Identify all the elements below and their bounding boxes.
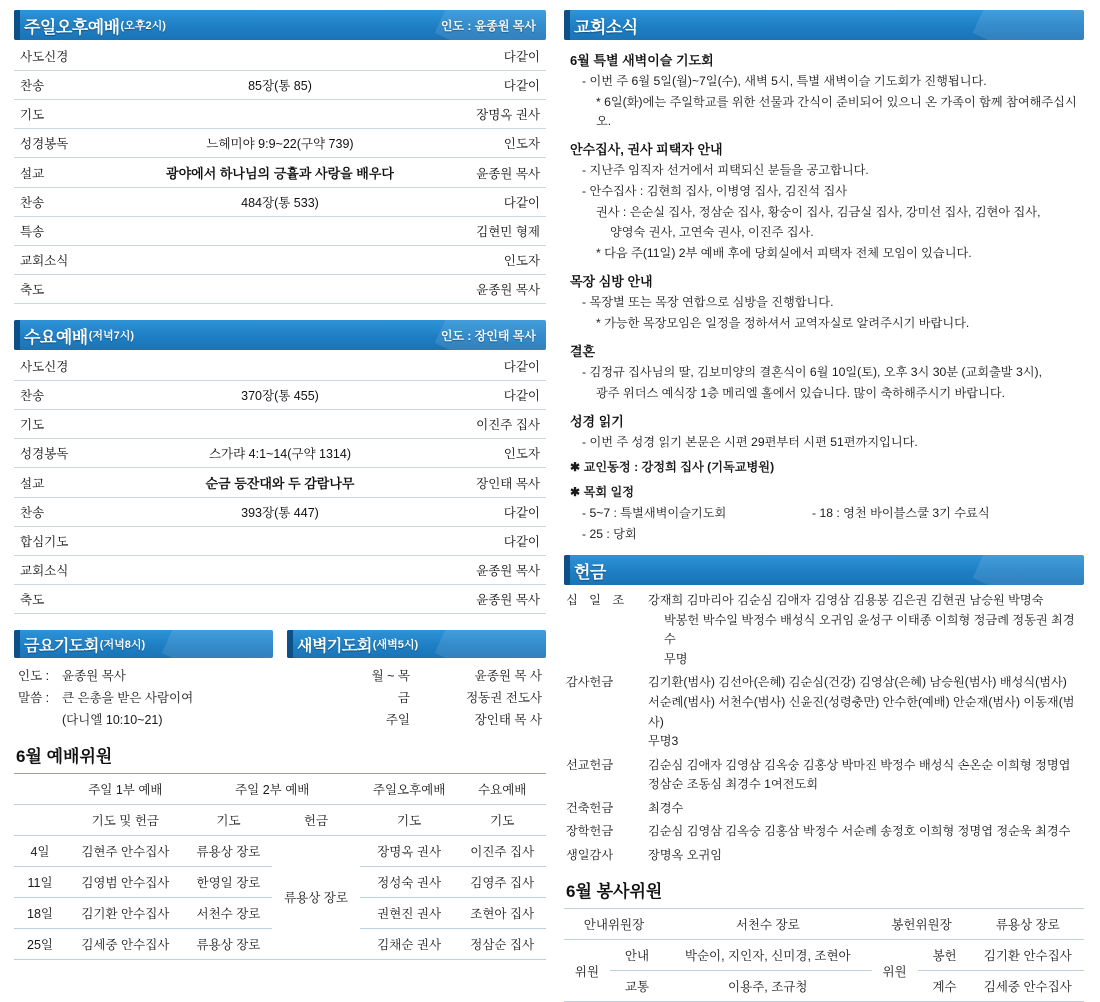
news-line: - 목장별 또는 목장 연합으로 심방을 진행합니다. — [582, 295, 834, 310]
order-label: 찬송 — [14, 188, 134, 217]
volunteer-committee-table — [564, 908, 1084, 1002]
offering-name-line: 김순심 김영삼 김옥숭 김홍삼 박정수 서순례 송정호 이희형 정명엽 정순욱 최경수 — [648, 824, 1071, 839]
news-bullet-member-update: ✱ 교인동정 : 강정희 집사 (기독교병원) — [570, 459, 775, 474]
cell-second-offering: 류용상 장로 — [272, 835, 360, 959]
spacer — [14, 614, 546, 630]
order-person: 다같이 — [426, 527, 546, 556]
order-label: 찬송 — [14, 498, 134, 527]
table-subheader-row — [14, 804, 546, 835]
order-detail — [134, 352, 426, 381]
header-accent-bar — [14, 320, 20, 350]
offering-name-line: 무명 — [664, 651, 688, 666]
cell-wednesday: 조현아 집사 — [458, 897, 546, 928]
order-person: 이진주 집사 — [426, 410, 546, 439]
table-row — [14, 439, 546, 468]
list-item — [291, 666, 542, 688]
table-row — [14, 275, 546, 304]
table-row — [564, 844, 1084, 868]
table-row — [14, 158, 546, 188]
header-accent-bar — [287, 630, 293, 658]
dawn-prayer-title: 새벽기도회 — [297, 637, 372, 655]
order-person: 윤종원 목사 — [426, 585, 546, 614]
row-date: 25일 — [14, 928, 66, 959]
order-detail — [134, 246, 426, 275]
offering-chief-label: 봉헌위원장 — [872, 909, 972, 940]
list-item — [18, 710, 269, 732]
table-row — [14, 71, 546, 100]
table-row — [14, 468, 546, 498]
cell-second-prayer: 류용상 장로 — [185, 835, 273, 866]
order-label: 기도 — [14, 410, 134, 439]
offering-members: 김세중 안수집사 — [972, 971, 1084, 1002]
order-detail: 광야에서 하나님의 긍휼과 사랑을 배우다 — [134, 158, 426, 188]
col-header-wednesday-service: 수요예배 — [458, 773, 546, 804]
friday-prayer-value: 윤종원 목사 — [62, 669, 126, 683]
offering-label: 감사헌금 — [566, 675, 614, 690]
subcol-prayer-afternoon: 기도 — [360, 804, 459, 835]
offering-group-label: 위원 — [872, 940, 918, 1002]
church-news-body — [564, 40, 1084, 543]
offering-names — [646, 797, 1084, 821]
order-label: 합심기도 — [14, 527, 134, 556]
offering-names — [646, 844, 1084, 868]
worship-committee-table — [14, 773, 546, 960]
friday-prayer-value: (다니엘 10:10~21) — [62, 712, 163, 727]
friday-prayer-value: 큰 은총을 받은 사람이여 — [62, 690, 194, 705]
offering-names — [646, 589, 1084, 671]
guide-subgroup-label: 안내 — [610, 940, 664, 971]
order-detail: 393장(통 447) — [134, 498, 426, 527]
order-label: 사도신경 — [14, 352, 134, 381]
order-label: 축도 — [14, 275, 134, 304]
subcol-prayer: 기도 — [185, 804, 273, 835]
list-item — [18, 688, 269, 710]
friday-prayer-key — [18, 710, 62, 732]
order-label: 기도 — [14, 100, 134, 129]
offering-names — [646, 671, 1084, 753]
cell-second-prayer: 한영일 장로 — [185, 866, 273, 897]
subcol-offering: 헌금 — [272, 804, 360, 835]
news-line: - 이번 주 6월 5일(월)~7일(수), 새벽 5시, 특별 새벽이슬 기도회가 진행됩니다. — [582, 74, 987, 88]
order-detail: 484장(통 533) — [134, 188, 426, 217]
cell-first-service: 김현주 안수집사 — [66, 835, 185, 866]
offering-name-line: 최경수 — [648, 800, 684, 815]
order-person: 김현민 형제 — [426, 217, 546, 246]
offering-title: 헌금 — [574, 562, 606, 582]
offering-name-line: 서순례(범사) 서천수(범사) 신윤진(성령충만) 안수한(예배) 안순재(범사) 이동재(범사) — [648, 694, 1075, 729]
order-detail: 느헤미야 9:9~22(구약 739) — [134, 129, 426, 158]
news-line: 광주 위더스 예식장 1층 메리엘 홀에서 있습니다. 많이 축하해주시기 바랍니다. — [596, 385, 1005, 400]
order-label: 찬송 — [14, 71, 134, 100]
table-row — [564, 754, 1084, 797]
order-person: 다같이 — [426, 498, 546, 527]
subcol-prayer-offering: 기도 및 헌금 — [66, 804, 185, 835]
order-detail — [134, 217, 426, 246]
cell-second-prayer: 서천수 장로 — [185, 897, 273, 928]
order-label: 교회소식 — [14, 246, 134, 275]
offering-name-line: 김기환(범사) 김선아(은혜) 김순심(건강) 김영삼(은혜) 남승원(범사) 배성식(범사) — [648, 675, 1067, 690]
dawn-prayer-key: 월 ~ 목 — [371, 669, 410, 683]
table-row — [564, 671, 1084, 753]
order-label: 설교 — [14, 468, 134, 498]
table-row — [564, 589, 1084, 671]
table-row — [564, 820, 1084, 844]
cell-afternoon: 장명옥 권사 — [360, 835, 459, 866]
offering-name-line: 정삼순 조동심 최경수 1여전도회 — [648, 777, 818, 792]
guide-members: 박순이, 지인자, 신미경, 조현아 — [664, 940, 872, 971]
left-column — [14, 10, 546, 952]
col-header-second-service: 주일 2부 예배 — [185, 773, 360, 804]
offering-label: 십 일 조 — [566, 593, 629, 608]
news-heading: 안수집사, 권사 피택자 안내 — [570, 141, 723, 157]
header-accent-bar — [564, 555, 570, 585]
subcol-blank — [14, 804, 66, 835]
section-header-sunday-afternoon — [14, 10, 546, 40]
table-row — [14, 585, 546, 614]
order-label: 사도신경 — [14, 42, 134, 71]
cell-afternoon: 정성숙 권사 — [360, 866, 459, 897]
order-detail — [134, 527, 426, 556]
table-row — [14, 410, 546, 439]
news-heading: 6월 특별 새벽이슬 기도회 — [570, 53, 714, 68]
table-header-row — [14, 773, 546, 804]
cell-first-service: 김영범 안수집사 — [66, 866, 185, 897]
volunteer-committee-heading: 6월 봉사위원 — [566, 882, 663, 902]
order-person: 다같이 — [426, 71, 546, 100]
news-line: - 이번 주 성경 읽기 본문은 시편 29편부터 시편 51편까지입니다. — [582, 434, 918, 449]
dawn-prayer-value: 정동권 전도사 — [466, 690, 542, 705]
order-label: 성경봉독 — [14, 129, 134, 158]
cell-second-prayer: 류용상 장로 — [185, 928, 273, 959]
order-detail — [134, 410, 426, 439]
order-detail — [134, 556, 426, 585]
news-line: - 안수집사 : 김현희 집사, 이병영 집사, 김진석 집사 — [582, 183, 847, 198]
order-person: 다같이 — [426, 352, 546, 381]
table-row — [564, 797, 1084, 821]
friday-prayer-block — [14, 630, 273, 732]
offering-name-line: 박봉헌 박수일 박정수 배성식 오귀임 윤성구 이태종 이희형 정금례 정동권 최경수 — [664, 612, 1075, 647]
order-person: 인도자 — [426, 439, 546, 468]
order-person: 다같이 — [426, 42, 546, 71]
order-label: 교회소식 — [14, 556, 134, 585]
header-accent-bar — [14, 630, 20, 658]
news-line: * 다음 주(11일) 2부 예배 후에 당회실에서 피택자 전체 모임이 있습니다. — [596, 246, 972, 261]
guide-members: 이용주, 조규청 — [664, 971, 872, 1002]
offering-name-line: 김순심 김애자 김영삼 김옥숭 김홍상 박마진 박정수 배성식 손온순 이희형 정명엽 — [648, 757, 1071, 772]
news-schedule-row: - 25 : 당회 — [582, 526, 637, 541]
header-accent-bar — [564, 10, 570, 40]
offering-label: 생일감사 — [566, 847, 614, 862]
friday-prayer-key: 말씀 : — [18, 690, 50, 705]
section-header-dawn-prayer — [287, 630, 546, 658]
order-detail: 순금 등잔대와 두 감람나무 — [134, 468, 426, 498]
table-row — [14, 188, 546, 217]
dawn-prayer-block — [287, 630, 546, 732]
order-person: 인도자 — [426, 246, 546, 275]
offering-name-line: 장명옥 오귀임 — [648, 847, 723, 862]
table-row — [14, 246, 546, 275]
dawn-prayer-value: 장인태 목 사 — [474, 712, 542, 727]
offering-names — [646, 820, 1084, 844]
spacer — [14, 304, 546, 320]
news-bullet-pastoral-schedule: ✱ 목회 일정 — [570, 484, 635, 499]
dawn-prayer-value: 윤종원 목 사 — [474, 669, 542, 683]
table-row — [14, 217, 546, 246]
cell-afternoon: 권현진 권사 — [360, 897, 459, 928]
offering-subgroup-label: 봉헌 — [918, 940, 972, 971]
order-detail — [134, 585, 426, 614]
order-label: 축도 — [14, 585, 134, 614]
order-detail: 370장(통 455) — [134, 381, 426, 410]
order-person: 인도자 — [426, 129, 546, 158]
table-row — [564, 971, 1084, 1002]
order-person: 윤종원 목사 — [426, 275, 546, 304]
table-row — [14, 42, 546, 71]
offering-label: 선교헌금 — [566, 757, 614, 772]
right-column — [564, 10, 1084, 995]
offering-label: 건축헌금 — [566, 800, 614, 815]
news-heading: 목장 심방 안내 — [570, 274, 653, 290]
dawn-prayer-key: 주일 — [385, 712, 410, 727]
cell-wednesday: 정삼순 집사 — [458, 928, 546, 959]
news-line: * 6일(화)에는 주일학교를 위한 선물과 간식이 준비되어 있으니 온 가족이 함께 참여해주십시오. — [596, 94, 1077, 128]
order-label: 찬송 — [14, 381, 134, 410]
offering-names — [646, 754, 1084, 797]
offering-table — [564, 589, 1084, 867]
cell-wednesday: 이진주 집사 — [458, 835, 546, 866]
news-heading: 결혼 — [570, 344, 596, 360]
cell-wednesday: 김영주 집사 — [458, 866, 546, 897]
guide-chief-name: 서천수 장로 — [664, 909, 872, 940]
table-row — [14, 381, 546, 410]
list-item — [291, 688, 542, 710]
col-header-afternoon-service: 주일오후예배 — [360, 773, 459, 804]
order-detail — [134, 100, 426, 129]
news-line: - 김정규 집사님의 딸, 김보미양의 결혼식이 6월 10일(토), 오후 3시 30분 (교회출발 3시), — [582, 365, 1042, 380]
table-row — [14, 556, 546, 585]
order-person: 다같이 — [426, 381, 546, 410]
news-line: - 지난주 임직자 선거에서 피택되신 분들을 공고합니다. — [582, 162, 869, 177]
friday-prayer-key: 인도 : — [18, 669, 50, 683]
wednesday-leader: 인도 : 장인태 목사 — [440, 328, 536, 343]
row-date: 18일 — [14, 897, 66, 928]
friday-prayer-subtitle: (저녁8시) — [99, 639, 146, 651]
friday-prayer-body — [14, 658, 273, 732]
order-label: 설교 — [14, 158, 134, 188]
section-header-offering — [564, 555, 1084, 585]
header-accent-bar — [14, 10, 20, 40]
order-detail: 스가랴 4:1~14(구약 1314) — [134, 439, 426, 468]
list-item — [291, 710, 542, 732]
offering-members: 김기환 안수집사 — [972, 940, 1084, 971]
offering-name-line: 강재희 김마리아 김순심 김애자 김영삼 김용봉 김은권 김현권 남승원 박명숙 — [648, 593, 1044, 608]
row-date: 4일 — [14, 835, 66, 866]
sunday-afternoon-title: 주일오후예배 — [24, 17, 120, 37]
order-person: 다같이 — [426, 188, 546, 217]
friday-prayer-title: 금요기도회 — [24, 637, 99, 655]
guide-subgroup-label: 교통 — [610, 971, 664, 1002]
order-person: 윤종원 목사 — [426, 158, 546, 188]
guide-group-label: 위원 — [564, 940, 610, 1002]
news-heading: 성경 읽기 — [570, 413, 624, 429]
section-header-friday-prayer — [14, 630, 273, 658]
news-line: * 가능한 목장모임은 일정을 정하셔서 교역자실로 알려주시기 바랍니다. — [596, 316, 970, 331]
order-detail — [134, 275, 426, 304]
schedule-item-right: - 18 : 영천 바이블스쿨 3기 수료식 — [812, 505, 990, 520]
worship-committee-heading: 6월 예배위원 — [16, 746, 113, 766]
news-line: 양영숙 권사, 고연숙 권사, 이진주 집사. — [610, 225, 814, 240]
table-row — [14, 129, 546, 158]
table-row — [14, 498, 546, 527]
wednesday-subtitle: (저녁7시) — [88, 330, 135, 342]
order-detail: 85장(통 85) — [134, 71, 426, 100]
news-line: 권사 : 은순실 집사, 정삼순 집사, 황숭이 집사, 김금실 집사, 강미선 집사, 김현아 집사, — [596, 204, 1041, 219]
order-person: 장인태 목사 — [426, 468, 546, 498]
sunday-afternoon-leader: 인도 : 윤종원 목사 — [440, 18, 536, 33]
col-header-first-service: 주일 1부 예배 — [66, 773, 185, 804]
table-row — [14, 527, 546, 556]
dawn-prayer-key: 금 — [397, 690, 410, 705]
offering-chief-name: 류용상 장로 — [972, 909, 1084, 940]
table-header-row — [564, 909, 1084, 940]
table-row — [14, 352, 546, 381]
table-row — [14, 100, 546, 129]
subcol-prayer-wednesday: 기도 — [458, 804, 546, 835]
cell-afternoon: 김채순 권사 — [360, 928, 459, 959]
order-person: 장명옥 권사 — [426, 100, 546, 129]
cell-first-service: 김기환 안수집사 — [66, 897, 185, 928]
table-row — [564, 940, 1084, 971]
offering-label: 장학헌금 — [566, 824, 614, 839]
dawn-prayer-subtitle: (새벽5시) — [372, 639, 419, 651]
row-date: 11일 — [14, 866, 66, 897]
schedule-item-left: - 5~7 : 특별새벽이슬기도회 — [582, 505, 727, 520]
order-label: 특송 — [14, 217, 134, 246]
order-person: 윤종원 목사 — [426, 556, 546, 585]
order-detail — [134, 42, 426, 71]
cell-first-service: 김세중 안수집사 — [66, 928, 185, 959]
prayer-meetings-row — [14, 630, 546, 732]
spacer — [564, 545, 1084, 555]
section-header-church-news — [564, 10, 1084, 40]
guide-chief-label: 안내위원장 — [564, 909, 664, 940]
list-item — [18, 666, 269, 688]
table-row — [14, 835, 546, 866]
sunday-afternoon-order-table — [14, 42, 546, 304]
news-schedule-row — [570, 504, 1080, 523]
offering-name-line: 무명3 — [648, 734, 679, 749]
col-header-blank — [14, 773, 66, 804]
wednesday-title: 수요예배 — [24, 327, 88, 347]
order-label: 성경봉독 — [14, 439, 134, 468]
wednesday-order-table — [14, 352, 546, 614]
offering-subgroup-label: 계수 — [918, 971, 972, 1002]
sunday-afternoon-subtitle: (오후2시) — [120, 20, 166, 32]
dawn-prayer-body — [287, 658, 546, 732]
section-header-wednesday — [14, 320, 546, 350]
church-news-title: 교회소식 — [574, 17, 638, 37]
